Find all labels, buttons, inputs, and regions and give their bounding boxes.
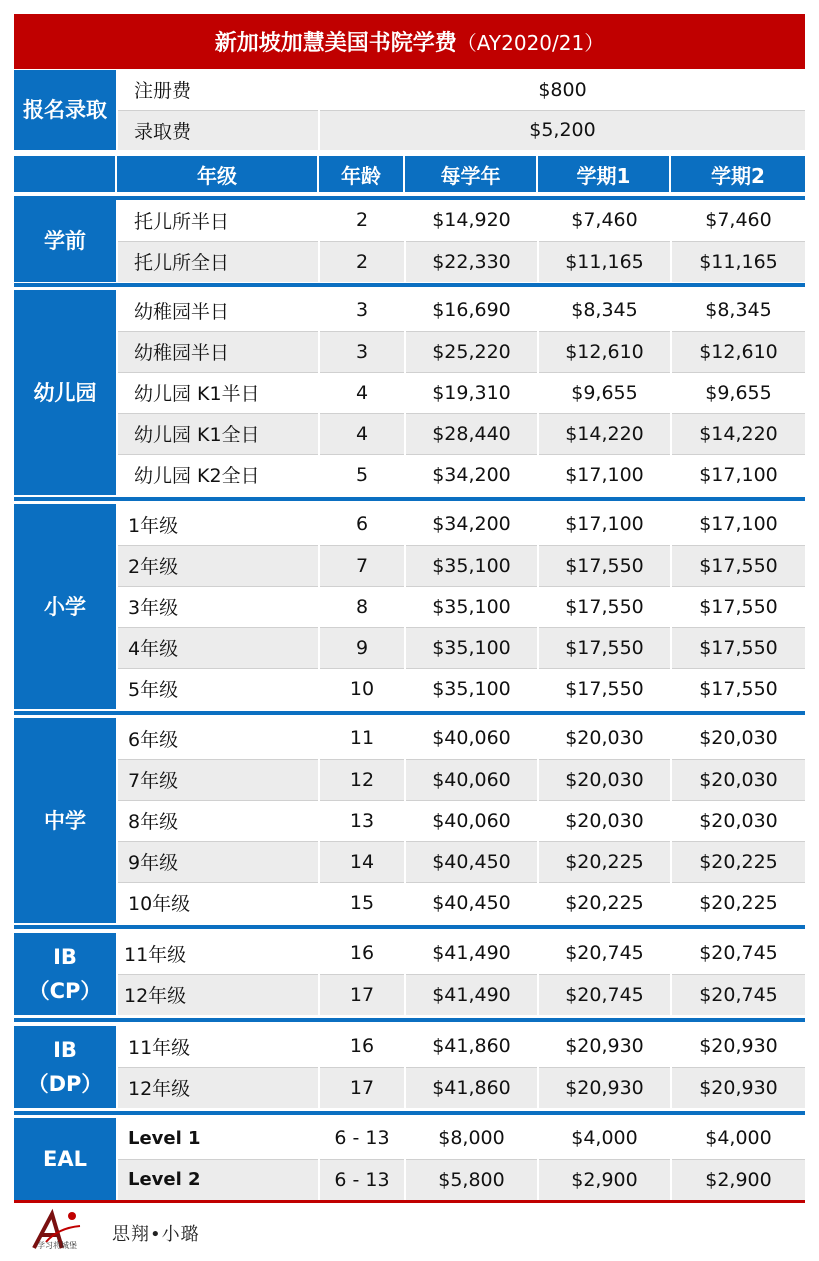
term2-cell: $7,460 (671, 200, 805, 241)
age-cell: 5 (319, 454, 405, 495)
age-cell: 15 (319, 882, 405, 923)
annual-cell: $40,450 (405, 882, 538, 923)
header-term2: 学期2 (711, 163, 765, 188)
level-name: Level 1 (117, 1118, 319, 1159)
title-year: （AY2020/21） (456, 31, 605, 55)
term2-cell: $17,100 (671, 504, 805, 545)
term1-cell: $17,100 (538, 454, 671, 495)
table-row (14, 504, 805, 545)
table-row (14, 454, 805, 495)
table-row (14, 882, 805, 923)
table-row (14, 718, 805, 759)
annual-cell: $14,920 (405, 200, 538, 241)
table-row (14, 70, 805, 110)
section-label: 幼儿园 (14, 290, 117, 495)
term1-cell: $17,550 (538, 545, 671, 586)
table-row (14, 372, 805, 413)
section-label: 中学 (14, 718, 117, 923)
age-cell: 3 (319, 331, 405, 372)
grade-name: 托儿所全日 (117, 241, 319, 282)
kindergarten-table (14, 290, 805, 495)
section-divider (14, 925, 805, 929)
annual-cell: $34,200 (405, 454, 538, 495)
term2-cell: $12,610 (671, 331, 805, 372)
age-cell: 9 (319, 627, 405, 668)
table-row (14, 1118, 805, 1159)
term2-cell: $17,100 (671, 454, 805, 495)
grade-name: 4年级 (117, 627, 319, 668)
annual-cell: $28,440 (405, 413, 538, 454)
table-row (14, 413, 805, 454)
term1-cell: $20,225 (538, 841, 671, 882)
age-cell: 13 (319, 800, 405, 841)
table-row (14, 800, 805, 841)
annual-cell: $22,330 (405, 241, 538, 282)
age-cell: 10 (319, 668, 405, 709)
footer-author: 思翔•小璐 (112, 1224, 200, 1245)
table-row (14, 627, 805, 668)
table-row (14, 933, 805, 974)
admission-fee-value: $5,200 (319, 110, 805, 150)
registration-table (14, 70, 805, 150)
term1-cell: $20,745 (538, 974, 671, 1015)
section-label (14, 1026, 117, 1108)
annual-cell: $8,000 (405, 1118, 538, 1159)
section-label (14, 933, 117, 1015)
column-header (14, 156, 805, 192)
age-cell: 3 (319, 290, 405, 331)
grade-name: 幼稚园半日 (117, 290, 319, 331)
annual-cell: $35,100 (405, 586, 538, 627)
age-cell: 17 (319, 1067, 405, 1108)
grade-name: 1年级 (117, 504, 319, 545)
grade-name: 10年级 (117, 882, 319, 923)
table-row (14, 331, 805, 372)
age-cell: 6 - 13 (319, 1118, 405, 1159)
section-label-line2: （CP） (28, 979, 102, 1003)
title-main: 新加坡加慧美国书院学费 (214, 31, 457, 56)
annual-cell: $16,690 (405, 290, 538, 331)
term2-cell: $2,900 (671, 1159, 805, 1200)
age-cell: 2 (319, 200, 405, 241)
term1-cell: $8,345 (538, 290, 671, 331)
table-row (14, 841, 805, 882)
secondary-table (14, 718, 805, 923)
annual-cell: $40,060 (405, 759, 538, 800)
age-cell: 4 (319, 372, 405, 413)
annual-cell: $41,860 (405, 1067, 538, 1108)
table-row (14, 668, 805, 709)
grade-name: 幼稚园半日 (117, 331, 319, 372)
annual-cell: $41,490 (405, 974, 538, 1015)
age-cell: 17 (319, 974, 405, 1015)
section-label: EAL (14, 1118, 117, 1200)
term2-cell: $17,550 (671, 586, 805, 627)
term2-cell: $20,030 (671, 759, 805, 800)
table-row (14, 241, 805, 282)
annual-cell: $40,060 (405, 718, 538, 759)
table-row (14, 1067, 805, 1108)
term1-cell: $20,225 (538, 882, 671, 923)
term1-cell: $17,550 (538, 586, 671, 627)
grade-name: 6年级 (117, 718, 319, 759)
annual-cell: $40,450 (405, 841, 538, 882)
level-name: Level 2 (117, 1159, 319, 1200)
grade-name: 12年级 (117, 1067, 319, 1108)
term2-cell: $20,930 (671, 1026, 805, 1067)
section-divider (14, 497, 805, 501)
age-cell: 4 (319, 413, 405, 454)
admission-fee-name: 录取费 (117, 110, 319, 150)
annual-cell: $35,100 (405, 627, 538, 668)
age-cell: 16 (319, 933, 405, 974)
term2-cell: $11,165 (671, 241, 805, 282)
term1-cell: $14,220 (538, 413, 671, 454)
term2-cell: $17,550 (671, 668, 805, 709)
section-divider (14, 711, 805, 715)
annual-cell: $5,800 (405, 1159, 538, 1200)
term2-cell: $20,745 (671, 933, 805, 974)
term1-cell: $20,930 (538, 1067, 671, 1108)
primary-table (14, 504, 805, 709)
table-row (14, 586, 805, 627)
term1-cell: $17,550 (538, 668, 671, 709)
term1-cell: $7,460 (538, 200, 671, 241)
age-cell: 7 (319, 545, 405, 586)
term2-cell: $17,550 (671, 627, 805, 668)
eal-table (14, 1118, 805, 1200)
header-age: 年龄 (319, 156, 405, 192)
grade-name: 幼儿园 K1半日 (117, 372, 319, 413)
section-divider (14, 1018, 805, 1022)
term1-cell: $17,550 (538, 627, 671, 668)
grade-name: 2年级 (117, 545, 319, 586)
grade-name: 11年级 (117, 933, 319, 974)
footer-divider (14, 1200, 805, 1203)
fee-sheet (14, 14, 805, 1205)
table-row (14, 1026, 805, 1067)
annual-cell: $41,490 (405, 933, 538, 974)
age-cell: 12 (319, 759, 405, 800)
header-annual: 每学年 (405, 156, 538, 192)
term2-cell: $20,030 (671, 800, 805, 841)
term2-cell: $14,220 (671, 413, 805, 454)
grade-name: 5年级 (117, 668, 319, 709)
annual-cell: $35,100 (405, 668, 538, 709)
section-label-line2: （DP） (27, 1072, 103, 1096)
annual-cell: $34,200 (405, 504, 538, 545)
table-row (14, 759, 805, 800)
registration-fee-value: $800 (319, 70, 805, 110)
annual-cell: $41,860 (405, 1026, 538, 1067)
term1-cell: $20,745 (538, 933, 671, 974)
age-cell: 11 (319, 718, 405, 759)
term1-cell: $17,100 (538, 504, 671, 545)
age-cell: 6 (319, 504, 405, 545)
term2-cell: $8,345 (671, 290, 805, 331)
section-divider (14, 1111, 805, 1115)
section-label: 学前 (14, 200, 117, 282)
age-cell: 2 (319, 241, 405, 282)
term1-cell: $2,900 (538, 1159, 671, 1200)
grade-name: 9年级 (117, 841, 319, 882)
ib-cp-table (14, 933, 805, 1015)
age-cell: 6 - 13 (319, 1159, 405, 1200)
grade-name: 7年级 (117, 759, 319, 800)
term2-cell: $20,930 (671, 1067, 805, 1108)
grade-name: 幼儿园 K2全日 (117, 454, 319, 495)
section-label-line1: IB (53, 945, 77, 969)
annual-cell: $35,100 (405, 545, 538, 586)
annual-cell: $19,310 (405, 372, 538, 413)
table-row (14, 545, 805, 586)
term2-cell: $20,225 (671, 841, 805, 882)
table-row (14, 110, 805, 150)
term2-cell: $9,655 (671, 372, 805, 413)
section-divider (14, 283, 805, 287)
age-cell: 16 (319, 1026, 405, 1067)
table-row (14, 974, 805, 1015)
registration-label: 报名录取 (14, 70, 117, 150)
term1-cell: $20,030 (538, 718, 671, 759)
grade-name: 幼儿园 K1全日 (117, 413, 319, 454)
section-label: 小学 (14, 504, 117, 709)
section-label-line1: IB (53, 1038, 77, 1062)
logo-caption: 学习将城堡 (37, 1241, 77, 1250)
header-blank (14, 156, 117, 192)
term1-cell: $20,030 (538, 800, 671, 841)
term1-cell: $4,000 (538, 1118, 671, 1159)
registration-fee-name: 注册费 (117, 70, 319, 110)
age-cell: 14 (319, 841, 405, 882)
table-row (14, 200, 805, 241)
term2-cell: $20,030 (671, 718, 805, 759)
term1-cell: $12,610 (538, 331, 671, 372)
term1-cell: $9,655 (538, 372, 671, 413)
table-row (14, 1159, 805, 1200)
age-cell: 8 (319, 586, 405, 627)
grade-name: 8年级 (117, 800, 319, 841)
annual-cell: $25,220 (405, 331, 538, 372)
term1-cell: $20,930 (538, 1026, 671, 1067)
grade-name: 托儿所半日 (117, 200, 319, 241)
term2-cell: $4,000 (671, 1118, 805, 1159)
term1-cell: $20,030 (538, 759, 671, 800)
term2-cell: $20,745 (671, 974, 805, 1015)
table-row (14, 290, 805, 331)
header-term1: 学期1 (538, 156, 671, 192)
header-grade: 年级 (117, 156, 319, 192)
grade-name: 12年级 (117, 974, 319, 1015)
term1-cell: $11,165 (538, 241, 671, 282)
term2-cell: $20,225 (671, 882, 805, 923)
preschool-table (14, 200, 805, 282)
ib-dp-table (14, 1026, 805, 1108)
term2-cell: $17,550 (671, 545, 805, 586)
page-title (14, 14, 805, 69)
grade-name: 11年级 (117, 1026, 319, 1067)
grade-name: 3年级 (117, 586, 319, 627)
annual-cell: $40,060 (405, 800, 538, 841)
